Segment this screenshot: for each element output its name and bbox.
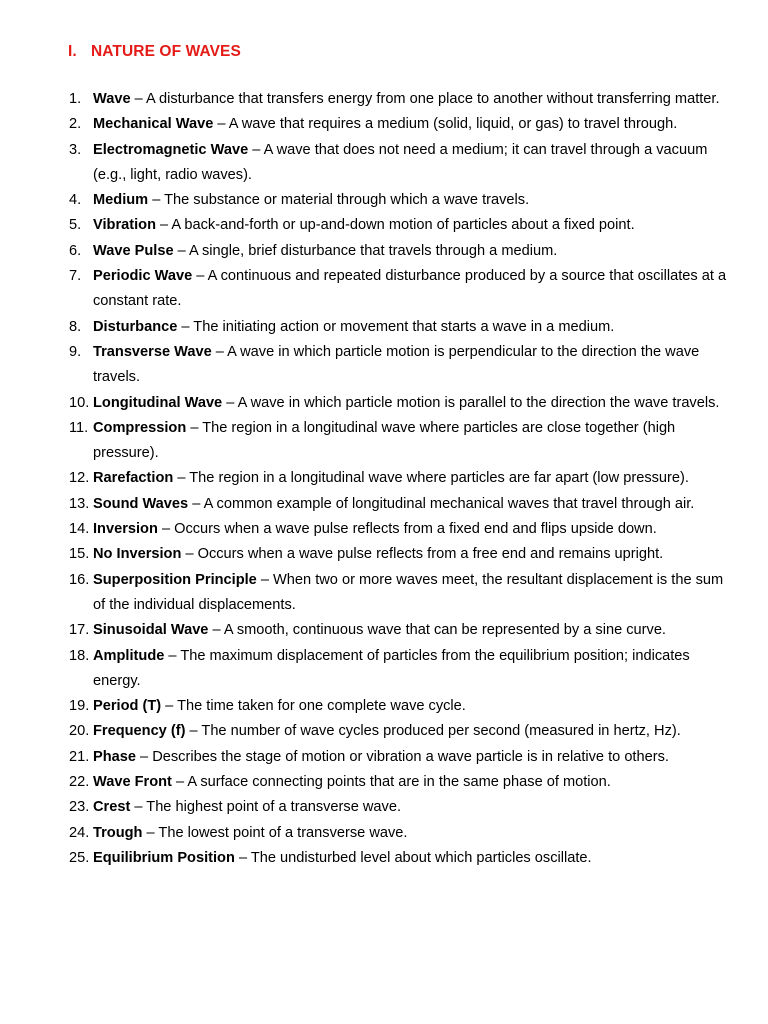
section-title: NATURE OF WAVES (91, 43, 241, 60)
list-item (0, 416, 768, 467)
item-number: 25. (69, 849, 90, 866)
list-item (0, 719, 768, 744)
item-term: Phase (93, 748, 136, 765)
list-item (0, 391, 768, 416)
item-number: 14. (69, 521, 90, 538)
item-definition: – Describes the stage of motion or vibration a wave particle is in relative to others. (136, 748, 669, 765)
item-term: Compression (93, 419, 187, 436)
list-item (0, 213, 768, 238)
list-item (0, 542, 768, 567)
item-definition: – Occurs when a wave pulse reflects from a fixed end and flips upside down. (157, 521, 657, 538)
list-item (0, 492, 768, 517)
item-definition: – A smooth, continuous wave that can be represented by a sine curve. (208, 622, 666, 639)
list-item (0, 770, 768, 795)
item-definition: – The lowest point of a transverse wave. (142, 824, 408, 841)
item-definition: – A wave that does not need a medium; it can travel through a vacuum (e.g., light, radio waves). (93, 141, 708, 183)
list-item (0, 795, 768, 820)
list-item (0, 112, 768, 137)
item-term: Equilibrium Position (93, 849, 235, 866)
item-term: Frequency (f) (93, 723, 186, 740)
list-item (0, 694, 768, 719)
item-term: Electromagnetic Wave (93, 141, 249, 158)
item-definition: – A back-and-forth or up-and-down motion of particles about a fixed point. (155, 217, 635, 234)
item-definition: – A wave that requires a medium (solid, liquid, or gas) to travel through. (213, 116, 678, 133)
item-term: Vibration (93, 217, 156, 234)
item-term: No Inversion (93, 546, 182, 563)
list-item (0, 340, 768, 391)
definition-list (0, 87, 768, 871)
item-term: Sinusoidal Wave (93, 622, 209, 639)
list-item (0, 466, 768, 491)
item-term: Longitudinal Wave (93, 394, 223, 411)
item-term: Medium (93, 192, 149, 209)
item-term: Superposition Principle (93, 571, 257, 588)
item-definition: – A wave in which particle motion is perpendicular to the direction the wave travels. (93, 343, 700, 386)
item-number: 17. (69, 622, 90, 639)
item-number: 24. (69, 824, 90, 841)
item-number: 1. (69, 91, 82, 107)
item-number: 3. (69, 141, 82, 158)
item-term: Period (T) (93, 698, 162, 715)
item-definition: – The highest point of a transverse wave. (130, 799, 401, 816)
item-definition: – The region in a longitudinal wave where particles are close together (high pressure). (93, 419, 676, 462)
list-item (0, 517, 768, 542)
item-number: 6. (69, 242, 82, 259)
item-term: Wave Front (93, 774, 172, 791)
item-number: 16. (69, 571, 90, 588)
list-item (0, 264, 768, 315)
item-number: 7. (69, 268, 82, 285)
item-term: Trough (93, 824, 143, 841)
item-definition: – A disturbance that transfers energy from one place to another without transferring matter. (130, 91, 720, 107)
item-term: Wave (93, 91, 131, 107)
list-item (0, 87, 768, 112)
item-number: 5. (69, 217, 82, 234)
item-definition: – The initiating action or movement that starts a wave in a medium. (177, 318, 615, 335)
item-term: Inversion (93, 521, 158, 538)
section-number: I. (68, 43, 77, 60)
item-number: 8. (69, 318, 82, 335)
item-definition: – A continuous and repeated disturbance produced by a source that oscillates at a constant rate. (93, 268, 727, 310)
item-number: 11. (69, 419, 89, 436)
item-definition: – The time taken for one complete wave cycle. (161, 698, 466, 715)
item-number: 15. (69, 546, 90, 563)
list-item (0, 846, 768, 871)
item-number: 20. (69, 723, 90, 740)
item-number: 2. (69, 116, 82, 133)
item-term: Transverse Wave (93, 343, 212, 360)
item-number: 22. (69, 774, 90, 791)
list-item (0, 568, 768, 619)
item-term: Wave Pulse (93, 242, 174, 259)
list-item (0, 821, 768, 846)
item-term: Rarefaction (93, 470, 174, 487)
item-term: Amplitude (93, 647, 165, 664)
item-number: 19. (69, 698, 90, 715)
item-number: 21. (69, 748, 90, 765)
item-definition: – Occurs when a wave pulse reflects from a free end and remains upright. (181, 546, 664, 563)
item-definition: – The substance or material through which a wave travels. (148, 192, 530, 209)
item-term: Sound Waves (93, 495, 189, 512)
list-item (0, 315, 768, 340)
item-definition: – A single, brief disturbance that travels through a medium. (173, 242, 558, 259)
item-term: Crest (93, 799, 131, 816)
item-number: 10. (69, 394, 90, 411)
list-item (0, 644, 768, 695)
item-definition: – The region in a longitudinal wave where particles are far apart (low pressure). (173, 470, 689, 487)
item-definition: – The maximum displacement of particles from the equilibrium position; indicates energy. (93, 647, 690, 689)
item-definition: – The number of wave cycles produced per second (measured in hertz, Hz). (185, 723, 681, 740)
item-definition: – A common example of longitudinal mechanical waves that travel through air. (188, 495, 695, 512)
item-term: Disturbance (93, 318, 178, 335)
item-term: Mechanical Wave (93, 116, 214, 133)
item-definition: – A wave in which particle motion is parallel to the direction the wave travels. (222, 394, 720, 411)
list-item (0, 138, 768, 189)
item-number: 13. (69, 495, 90, 512)
list-item (0, 618, 768, 643)
item-definition: – A surface connecting points that are in the same phase of motion. (171, 774, 611, 791)
item-number: 18. (69, 647, 90, 664)
item-definition: – The undisturbed level about which particles oscillate. (234, 849, 592, 866)
item-number: 23. (69, 799, 90, 816)
item-term: Periodic Wave (93, 268, 193, 285)
item-number: 12. (69, 470, 90, 487)
list-item (0, 188, 768, 213)
item-number: 4. (69, 192, 82, 209)
item-definition: – When two or more waves meet, the resultant displacement is the sum of the individual displacements. (93, 571, 724, 613)
section-heading (68, 43, 241, 61)
list-item (0, 745, 768, 770)
list-item (0, 239, 768, 264)
item-number: 9. (69, 343, 82, 360)
